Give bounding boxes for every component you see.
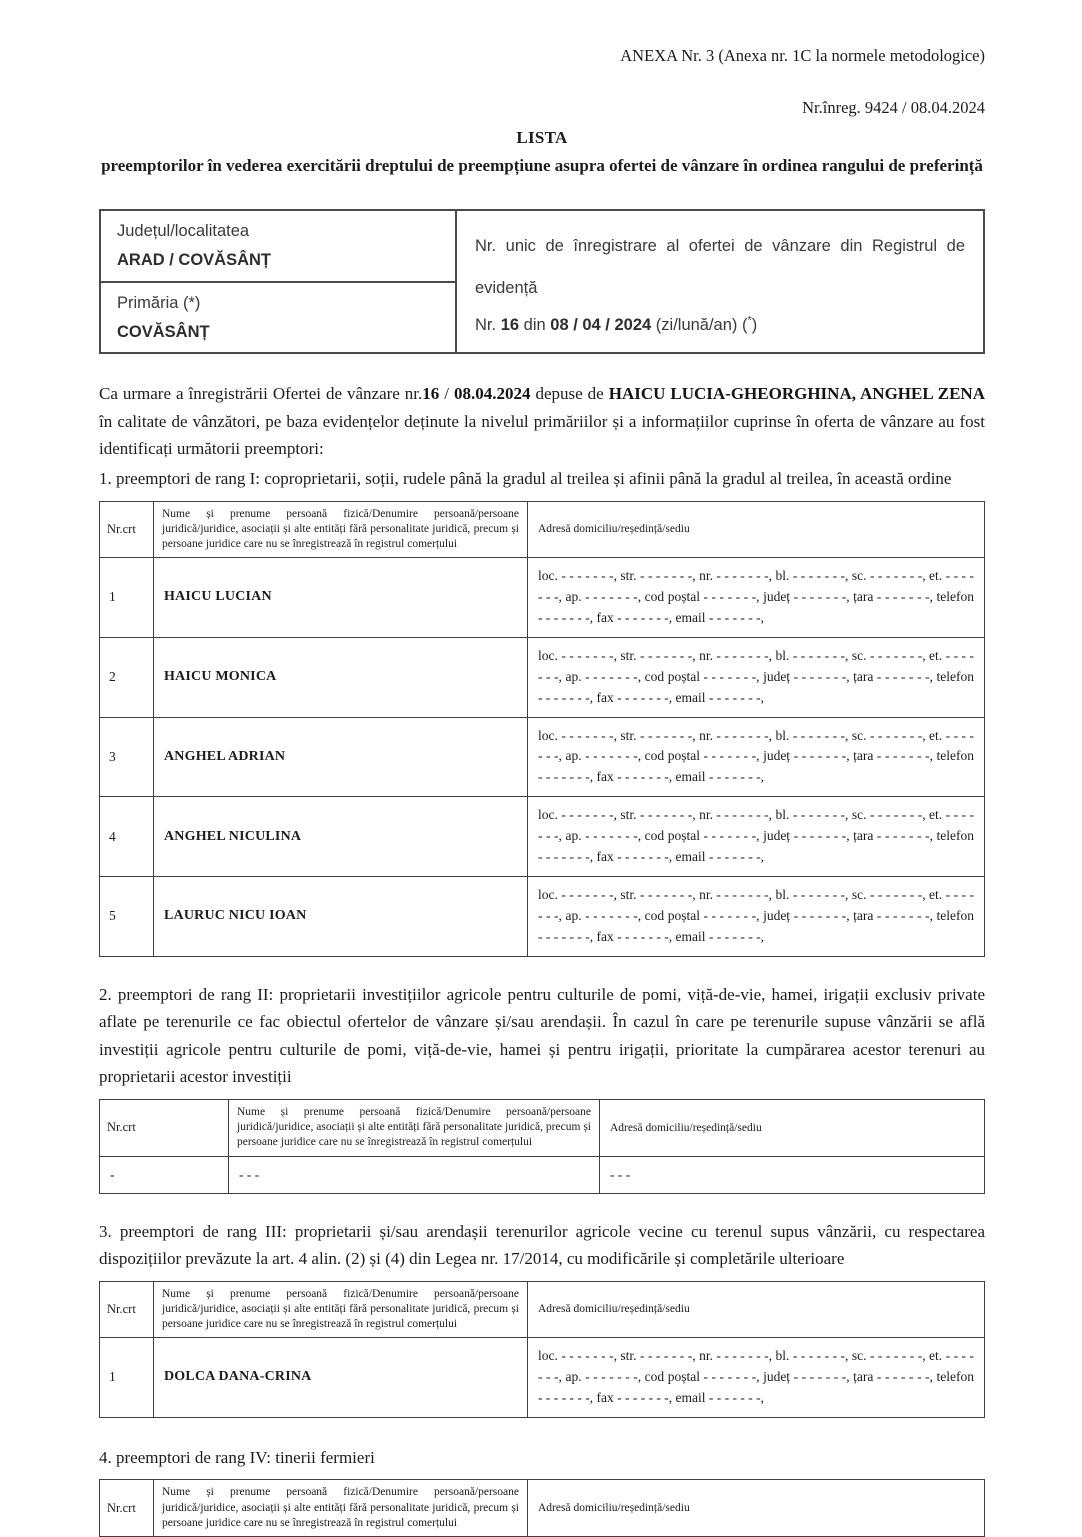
rank2-heading: 2. preemptori de rang II: proprietarii investițiilor agricole pentru culturile de pomi, viță-de-vie, hamei, irigații exclusiv private aflate pe terenurile ce fac obiectul ofertelor de vânzare și/sau arendașii. În cazul în care pe terenurile supuse vânzării se află investiții agricole pentru culturile de pomi, viță-de-vie, hamei și pentru irigații, prioritate la cumpărarea acestor terenuri au proprietarii acestor investiții — [99, 984, 985, 1087]
nr-date: 08 / 04 / 2024 — [550, 315, 652, 334]
preemptor-address: loc. - - - - - - -, str. - - - - - - -, nr. - - - - - - -, bl. - - - - - - -, sc. - - - - - - -, et. - - - - - - -, ap. - - - - - - -, cod poștal - - - - - - -, județ - - - - - - -, țara - - - - - - -, telefon - - - - - - -, fax - - - - - - -, email - - - - - - -, — [528, 797, 985, 877]
row-number: 3 — [100, 717, 154, 797]
document-title: LISTA — [516, 128, 568, 147]
rank3-table — [99, 1281, 985, 1418]
cityhall-cell — [100, 282, 456, 354]
header-address: Adresă domiciliu/reședință/sediu — [600, 1099, 985, 1156]
rank4-heading: 4. preemptori de rang IV: tinerii fermieri — [99, 1447, 375, 1467]
rank1-table — [99, 501, 985, 957]
header-nr-crt: Nr.crt — [100, 1281, 154, 1338]
table-header-row — [100, 1480, 985, 1537]
preemptor-name: HAICU MONICA — [154, 637, 528, 717]
row-number: 4 — [100, 797, 154, 877]
table-row — [100, 637, 985, 717]
header-address: Adresă domiciliu/reședință/sediu — [528, 501, 985, 558]
nr-din: din — [523, 315, 546, 334]
preemptor-address: - - - — [600, 1156, 985, 1193]
table-row — [100, 717, 985, 797]
document-subtitle: preemptorilor în vederea exercitării dreptului de preempțiune asupra ofertei de vânzare în ordinea rangului de preferință — [101, 156, 983, 175]
table-row — [100, 797, 985, 877]
preemptor-name: LAURUC NICU IOAN — [154, 877, 528, 957]
table-header-row — [100, 501, 985, 558]
footnote-marker: (*) — [742, 314, 758, 334]
intro-separator: / — [439, 384, 454, 404]
preemptor-address: loc. - - - - - - -, str. - - - - - - -, nr. - - - - - - -, bl. - - - - - - -, sc. - - - - - - -, et. - - - - - - -, ap. - - - - - - -, cod poștal - - - - - - -, județ - - - - - - -, țara - - - - - - -, telefon - - - - - - -, fax - - - - - - -, email - - - - - - -, — [528, 717, 985, 797]
offer-registration-number — [475, 312, 965, 338]
intro-text-2: depuse de — [530, 384, 609, 404]
cityhall-label: Primăria (*) — [117, 293, 201, 312]
county-label: Județul/localitatea — [117, 221, 250, 240]
info-box-row-county — [100, 210, 984, 282]
annex-reference: ANEXA Nr. 3 (Anexa nr. 1C la normele metodologice) — [620, 46, 985, 65]
header-name: Nume și prenume persoană fizică/Denumire persoană/persoane juridică/juridice, asociații și alte entități fără personalitate juridică, precum și persoane juridice care nu se înregistrează în registrul comerțului — [154, 1480, 528, 1537]
preemptor-name: ANGHEL NICULINA — [154, 797, 528, 877]
rank1-heading: 1. preemptori de rang I: coproprietarii, soții, rudele până la gradul al treilea și afinii până la gradul al treilea, în această ordine — [99, 468, 952, 488]
header-nr-crt: Nr.crt — [100, 1480, 154, 1537]
preemptor-name: DOLCA DANA-CRINA — [154, 1338, 528, 1418]
intro-text: Ca urmare a înregistrării Ofertei de vânzare nr. — [99, 384, 423, 404]
row-number: 2 — [100, 637, 154, 717]
registration-number-line: Nr.înreg. 9424 / 08.04.2024 — [802, 98, 985, 117]
offer-registration-text: Nr. unic de înregistrare al ofertei de vânzare din Registrul de evidență — [475, 237, 965, 298]
intro-text-3: în calitate de vânzători, pe baza evidențelor deținute la nivelul primăriilor și a informațiilor cuprinse în oferta de vânzare au fost identificați următorii preemptori: — [99, 411, 985, 459]
nr-prefix: Nr. — [475, 315, 497, 334]
table-row — [100, 877, 985, 957]
row-number: 5 — [100, 877, 154, 957]
preemptor-name: ANGHEL ADRIAN — [154, 717, 528, 797]
nr-value: 16 — [500, 315, 520, 334]
preemptor-address: loc. - - - - - - -, str. - - - - - - -, nr. - - - - - - -, bl. - - - - - - -, sc. - - - - - - -, et. - - - - - - -, ap. - - - - - - -, cod poștal - - - - - - -, județ - - - - - - -, țara - - - - - - -, telefon - - - - - - -, fax - - - - - - -, email - - - - - - -, — [528, 558, 985, 638]
preemptor-address: loc. - - - - - - -, str. - - - - - - -, nr. - - - - - - -, bl. - - - - - - -, sc. - - - - - - -, et. - - - - - - -, ap. - - - - - - -, cod poștal - - - - - - -, județ - - - - - - -, țara - - - - - - -, telefon - - - - - - -, fax - - - - - - -, email - - - - - - -, — [528, 877, 985, 957]
offer-number: 16 — [422, 384, 440, 404]
row-number: 1 — [100, 1338, 154, 1418]
nr-note: (zi/lună/an) — [655, 315, 738, 334]
table-row — [100, 1338, 985, 1418]
county-value: ARAD / COVĂSÂNȚ — [117, 250, 272, 269]
row-number: 1 — [100, 558, 154, 638]
row-number: - — [100, 1156, 229, 1193]
intro-paragraph — [99, 380, 985, 463]
county-cell — [100, 210, 456, 282]
header-name: Nume și prenume persoană fizică/Denumire persoană/persoane juridică/juridice, asociații și alte entități fără personalitate juridică, precum și persoane juridice care nu se înregistrează în registrul comerțului — [154, 1281, 528, 1338]
preemptor-name: HAICU LUCIAN — [154, 558, 528, 638]
header-nr-crt: Nr.crt — [100, 1099, 229, 1156]
header-address: Adresă domiciliu/reședință/sediu — [528, 1281, 985, 1338]
offer-registration-cell — [456, 210, 984, 354]
preemptor-name: - - - — [229, 1156, 600, 1193]
table-row — [100, 558, 985, 638]
table-row — [100, 1156, 985, 1193]
rank3-heading: 3. preemptori de rang III: proprietarii și/sau arendașii terenurilor agricole vecine cu terenul supus vânzării, cu respectarea dispozițiilor prevăzute la art. 4 alin. (2) și (4) din Legea nr. 17/2014, cu modificările și completările ulterioare — [99, 1221, 985, 1269]
header-name: Nume și prenume persoană fizică/Denumire persoană/persoane juridică/juridice, asociații și alte entități fără personalitate juridică, precum și persoane juridice care nu se înregistrează în registrul comerțului — [229, 1099, 600, 1156]
header-address: Adresă domiciliu/reședință/sediu — [528, 1480, 985, 1537]
cityhall-value: COVĂSÂNȚ — [117, 322, 210, 341]
offer-date: 08.04.2024 — [454, 384, 531, 404]
preemptor-address: loc. - - - - - - -, str. - - - - - - -, nr. - - - - - - -, bl. - - - - - - -, sc. - - - - - - -, et. - - - - - - -, ap. - - - - - - -, cod poștal - - - - - - -, județ - - - - - - -, țara - - - - - - -, telefon - - - - - - -, fax - - - - - - -, email - - - - - - -, — [528, 637, 985, 717]
preemptor-address: loc. - - - - - - -, str. - - - - - - -, nr. - - - - - - -, bl. - - - - - - -, sc. - - - - - - -, et. - - - - - - -, ap. - - - - - - -, cod poștal - - - - - - -, județ - - - - - - -, țara - - - - - - -, telefon - - - - - - -, fax - - - - - - -, email - - - - - - -, — [528, 1338, 985, 1418]
table-header-row — [100, 1281, 985, 1338]
table-header-row — [100, 1099, 985, 1156]
info-box-table — [99, 209, 985, 355]
header-name: Nume și prenume persoană fizică/Denumire persoană/persoane juridică/juridice, asociații și alte entități fără personalitate juridică, precum și persoane juridice care nu se înregistrează în registrul comerțului — [154, 501, 528, 558]
rank2-table — [99, 1099, 985, 1194]
header-nr-crt: Nr.crt — [100, 501, 154, 558]
rank4-table — [99, 1479, 985, 1537]
sellers-names: HAICU LUCIA-GHEORGHINA, ANGHEL ZENA — [608, 384, 985, 404]
